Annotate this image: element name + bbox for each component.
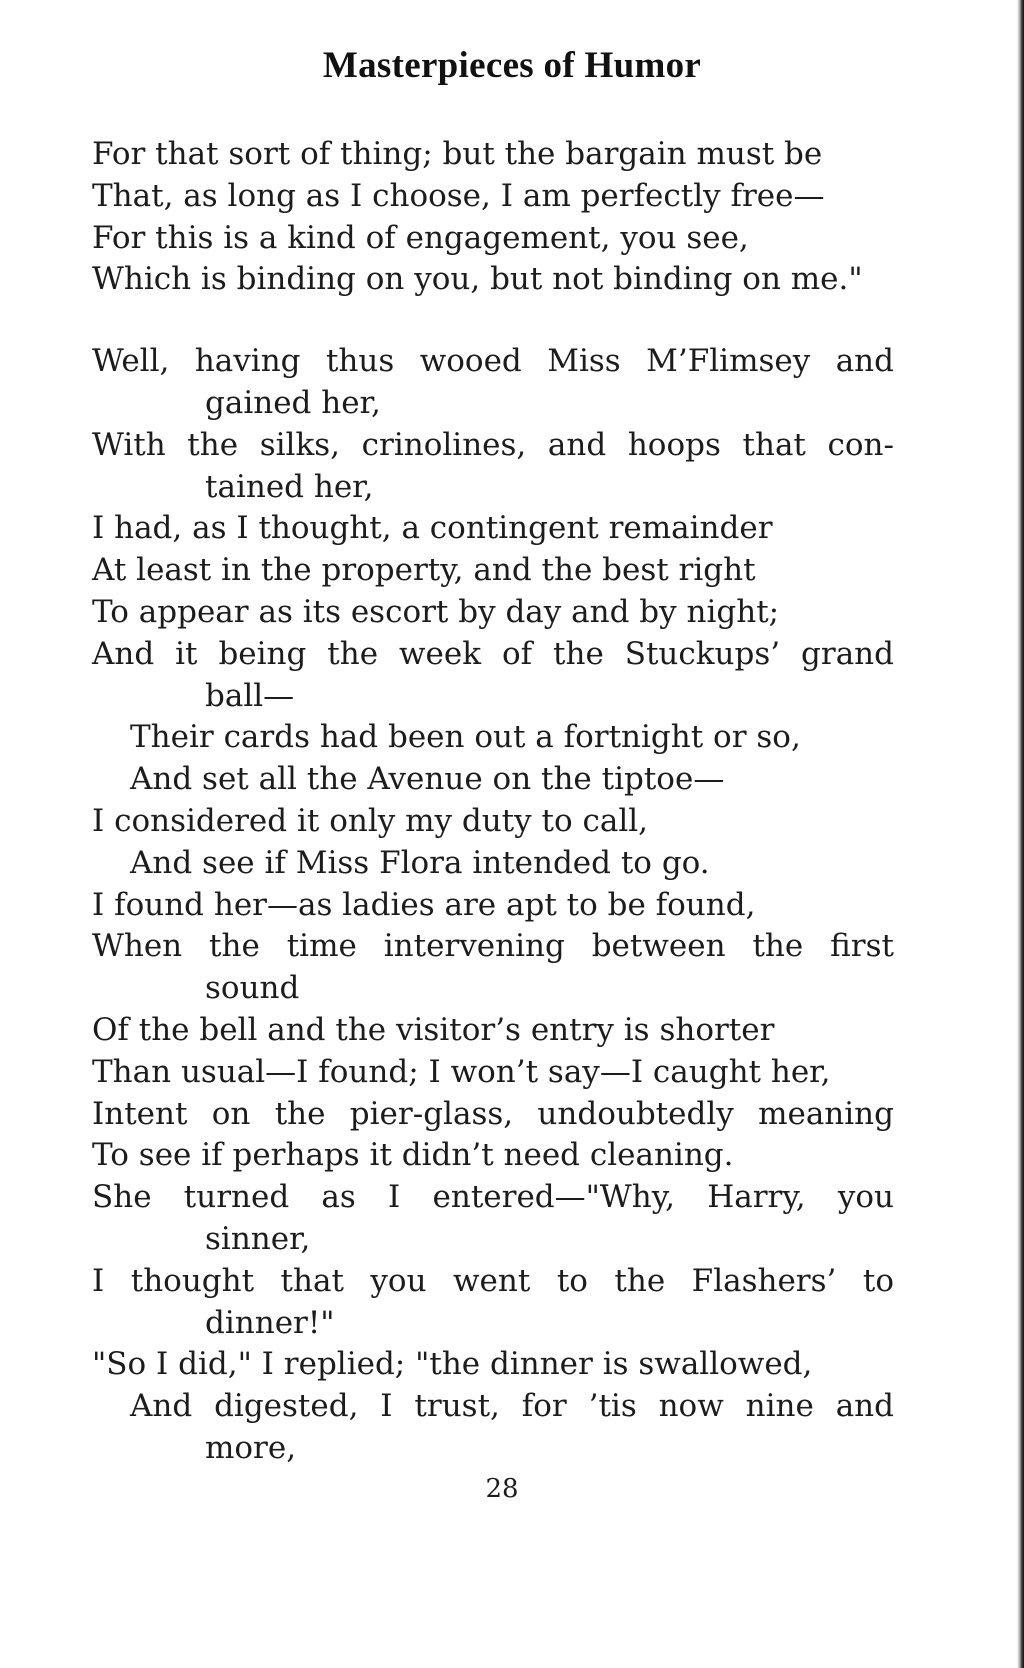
- verse-line: To see if perhaps it didn’t need cleaning.: [92, 1137, 734, 1174]
- page-edge-shadow: [1017, 0, 1024, 1668]
- verse-line: At least in the property, and the best right: [92, 552, 756, 589]
- verse-line: Of the bell and the visitor’s entry is shorter: [92, 1011, 775, 1048]
- verse-line: When the time intervening between the first: [92, 928, 894, 965]
- verse-line-continuation: dinner!": [205, 1304, 335, 1341]
- page-number: 28: [485, 1474, 519, 1504]
- verse-line-continuation: gained her,: [205, 384, 381, 421]
- verse-line-continuation: ball—: [205, 677, 295, 714]
- verse-line: "So I did," I replied; "the dinner is swallowed,: [92, 1346, 813, 1383]
- verse-line-indented: And digested, I trust, for ’tis now nine and: [130, 1388, 894, 1425]
- verse-line-continuation: tained her,: [205, 468, 374, 505]
- verse-line: To appear as its escort by day and by night;: [92, 593, 780, 630]
- verse-line: For that sort of thing; but the bargain must be: [92, 136, 823, 172]
- verse-line: I had, as I thought, a contingent remainder: [92, 510, 773, 547]
- running-title: Masterpieces of Humor: [322, 45, 702, 86]
- verse-line: Intent on the pier-glass, undoubtedly meaning: [92, 1095, 894, 1132]
- verse-line: Than usual—I found; I won’t say—I caught her,: [92, 1053, 831, 1090]
- verse-line: With the silks, crinolines, and hoops that con-: [92, 426, 894, 463]
- verse-line: Well, having thus wooed Miss M’Flimsey and: [92, 343, 894, 380]
- verse-line: I found her—as ladies are apt to be found,: [92, 886, 756, 923]
- verse-line: And it being the week of the Stuckups’ grand: [92, 635, 894, 672]
- stanza-break: [92, 301, 894, 341]
- verse-line: I considered it only my duty to call,: [92, 802, 649, 839]
- verse-line: She turned as I entered—"Why, Harry, you: [92, 1179, 894, 1216]
- verse-line-indented: And see if Miss Flora intended to go.: [130, 844, 710, 881]
- poem-text: [92, 134, 894, 1470]
- verse-line: I thought that you went to the Flashers’ to: [92, 1262, 894, 1299]
- verse-line: That, as long as I choose, I am perfectly free—: [92, 177, 825, 214]
- verse-line-indented: And set all the Avenue on the tiptoe—: [130, 761, 725, 798]
- verse-line-continuation: more,: [205, 1429, 297, 1466]
- verse-line-indented: Their cards had been out a fortnight or so,: [130, 719, 801, 756]
- verse-line: Which is binding on you, but not binding on me.": [92, 261, 863, 298]
- verse-line-continuation: sound: [205, 970, 300, 1007]
- verse-line-continuation: sinner,: [205, 1220, 311, 1257]
- verse-line: For this is a kind of engagement, you see,: [92, 219, 749, 256]
